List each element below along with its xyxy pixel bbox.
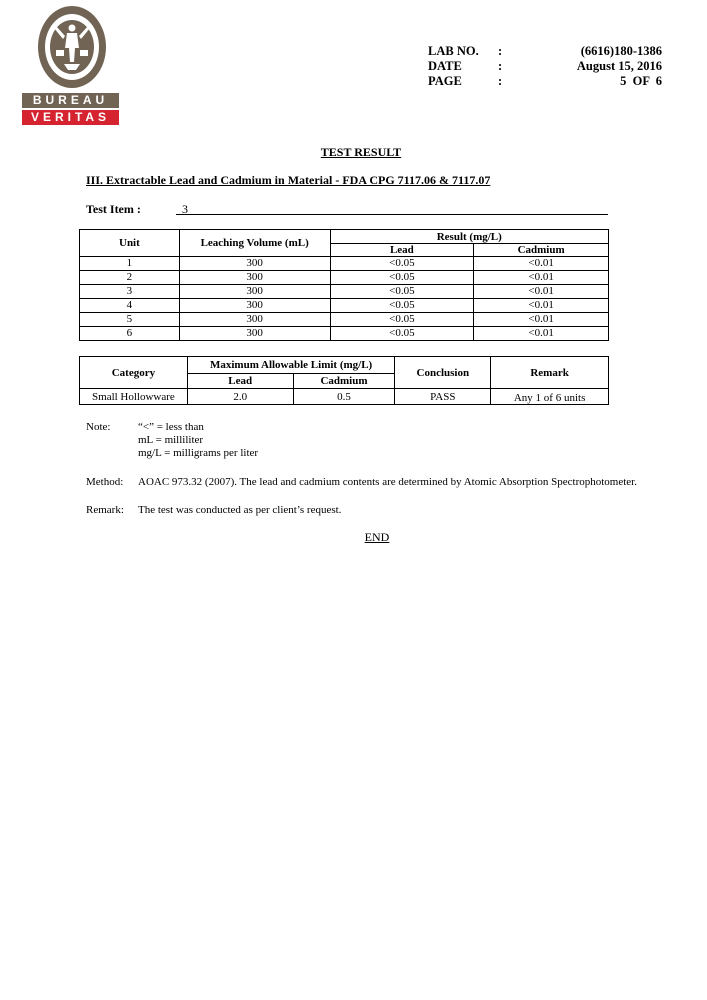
col-limit-header: Maximum Allowable Limit (mg/L) (187, 357, 395, 374)
col-lead-header: Lead (330, 244, 474, 257)
date-value: August 15, 2016 (576, 59, 662, 73)
bureau-veritas-seal-icon (36, 4, 108, 90)
volume-cell: 300 (179, 313, 330, 327)
col-cadmium-header: Cadmium (474, 244, 609, 257)
volume-cell: 300 (179, 285, 330, 299)
cadmium-cell: <0.01 (474, 285, 609, 299)
lead-cell: <0.05 (330, 285, 474, 299)
volume-cell: 300 (179, 299, 330, 313)
col-volume-header: Leaching Volume (mL) (179, 230, 330, 257)
page-label: PAGE (428, 74, 462, 88)
cadmium-cell: <0.01 (474, 299, 609, 313)
col-conclusion-header: Conclusion (395, 357, 491, 389)
unit-cell: 6 (80, 327, 180, 341)
limit-table (79, 356, 609, 405)
unit-cell: 2 (80, 271, 180, 285)
note-line: “<” = less than (138, 421, 204, 433)
table-row (80, 389, 609, 405)
lead-cell: <0.05 (330, 271, 474, 285)
colon: : (498, 44, 503, 58)
col-limit-lead-header: Lead (187, 374, 293, 389)
section-title: III. Extractable Lead and Cadmium in Material - FDA CPG 7117.06 & 7117.07 (86, 173, 491, 187)
note-label: Note: (86, 421, 111, 433)
table-row (80, 327, 609, 341)
test-item-underline (176, 214, 608, 215)
table-row (80, 271, 609, 285)
lead-cell: <0.05 (330, 299, 474, 313)
brand-line-bureau: BUREAU (22, 93, 119, 108)
col-category-header: Category (80, 357, 188, 389)
brand-line-veritas: VERITAS (22, 110, 119, 125)
unit-cell: 5 (80, 313, 180, 327)
lead-cell: <0.05 (330, 313, 474, 327)
table-row (80, 285, 609, 299)
volume-cell: 300 (179, 271, 330, 285)
col-unit-header: Unit (80, 230, 180, 257)
lead-cell: <0.05 (330, 327, 474, 341)
result-table (79, 229, 609, 341)
lab-no-label: LAB NO. (428, 44, 479, 58)
table-row (80, 299, 609, 313)
end-marker: END (364, 530, 390, 544)
unit-cell: 1 (80, 257, 180, 271)
date-label: DATE (428, 59, 462, 73)
colon: : (498, 59, 503, 73)
remark-label: Remark: (86, 504, 124, 516)
lab-no-value: (6616)180-1386 (580, 44, 662, 58)
test-item-label: Test Item : (86, 202, 141, 216)
cadmium-cell: <0.01 (474, 257, 609, 271)
unit-cell: 3 (80, 285, 180, 299)
category-cell: Small Hollowware (80, 389, 188, 405)
col-result-header: Result (mg/L) (330, 230, 608, 244)
cadmium-cell: <0.01 (474, 313, 609, 327)
lead-cell: <0.05 (330, 257, 474, 271)
conclusion-cell: PASS (395, 389, 491, 405)
page-row (428, 74, 664, 89)
page-title: TEST RESULT (320, 145, 402, 159)
unit-cell: 4 (80, 299, 180, 313)
colon: : (498, 74, 503, 88)
date-row (428, 59, 664, 74)
method-text: AOAC 973.32 (2007). The lead and cadmium contents are determined by Atomic Absorption Spectrophotometer. (138, 476, 637, 488)
header-info (428, 44, 664, 89)
table-row (80, 313, 609, 327)
limit-cadmium-cell: 0.5 (293, 389, 395, 405)
page-value: 5 OF 6 (620, 74, 662, 88)
volume-cell: 300 (179, 327, 330, 341)
cadmium-cell: <0.01 (474, 271, 609, 285)
bureau-veritas-logo (22, 4, 120, 124)
col-limit-cadmium-header: Cadmium (293, 374, 395, 389)
lab-no-row (428, 44, 664, 59)
table-row (80, 257, 609, 271)
volume-cell: 300 (179, 257, 330, 271)
col-remark-header: Remark (491, 357, 609, 389)
limit-lead-cell: 2.0 (187, 389, 293, 405)
remark-cell: Any 1 of 6 units (491, 389, 609, 405)
remark-text: The test was conducted as per client’s request. (138, 504, 342, 516)
test-item-value: 3 (182, 202, 188, 216)
note-line: mL = milliliter (138, 434, 204, 446)
cadmium-cell: <0.01 (474, 327, 609, 341)
note-line: mg/L = milligrams per liter (138, 447, 259, 459)
method-label: Method: (86, 476, 124, 488)
